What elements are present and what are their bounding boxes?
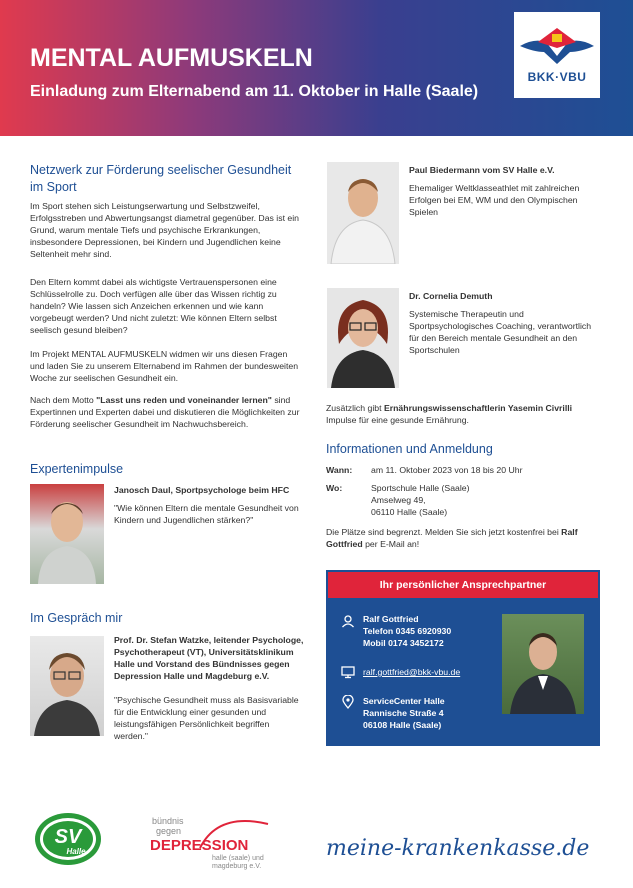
person-silhouette-icon bbox=[30, 636, 104, 736]
person-silhouette-icon bbox=[30, 484, 104, 584]
page-subtitle: Einladung zum Elternabend am 11. Oktober in Halle (Saale) bbox=[30, 83, 479, 100]
sv-logo-subtext: Halle bbox=[66, 847, 86, 856]
buendnis-logo-icon bbox=[148, 802, 288, 872]
where-line-1: Sportschule Halle (Saale) bbox=[371, 483, 470, 493]
website-link[interactable]: meine-krankenkasse.de bbox=[326, 836, 590, 861]
intro-heading-line1: Netzwerk zur Förderung seelischer Gesundheit bbox=[30, 163, 292, 177]
intro-paragraph-2: Den Eltern kommt dabei als wichtigste Vertrauenspersonen eine Schlüsselrolle zu. Doch verfügen alle über das Wissen richtig zu handeln? Wie lassen sich Anzeichen erkennen und wie kann vorgebeugt werden? Und nicht zuletzt: Wie können Eltern selbst seelisch gesund bleiben? bbox=[30, 277, 277, 335]
motto-pre: Nach dem Motto bbox=[30, 395, 97, 405]
talk-heading: Im Gespräch mir bbox=[30, 611, 123, 625]
stefan-watzke-quote: "Psychische Gesundheit muss als Basisvariable für die Entwicklung einer gesunden und leistungsfähigen Persönlichkeit begriffen werden." bbox=[114, 695, 299, 741]
buendnis-line-2: gegen bbox=[156, 826, 182, 836]
contact-email-link[interactable]: ralf.gottfried@bkk-vbu.de bbox=[363, 667, 461, 677]
janosch-daul-name: Janosch Daul, Sportpsychologe beim HFC bbox=[114, 485, 290, 495]
intro-paragraph-3: Im Projekt MENTAL AUFMUSKELN widmen wir uns diesen Fragen und laden Sie zu unserem Elternabend im Rahmen der bundesweiten Woche zur seelischen Gesundheit ein. bbox=[30, 349, 299, 383]
where-label: Wo: bbox=[326, 483, 343, 493]
stefan-watzke-photo bbox=[30, 636, 104, 736]
registration-note bbox=[326, 526, 600, 550]
when-label: Wann: bbox=[326, 465, 353, 475]
contact-phone: Telefon 0345 6920930 bbox=[363, 626, 452, 636]
paul-biedermann-photo bbox=[327, 162, 399, 264]
sv-halle-logo-icon bbox=[34, 812, 102, 866]
bkk-vbu-logo bbox=[514, 12, 600, 98]
buendnis-sub-1: halle (saale) und bbox=[212, 855, 264, 862]
contact-heading: Ihr persönlicher Ansprechpartner bbox=[328, 572, 598, 598]
experts-heading: Expertenimpulse bbox=[30, 462, 124, 476]
intro-paragraph-4 bbox=[30, 394, 300, 430]
paul-biedermann-name: Paul Biedermann vom SV Halle e.V. bbox=[409, 165, 555, 175]
janosch-daul-photo bbox=[30, 484, 104, 584]
ralf-gottfried-photo bbox=[502, 614, 584, 714]
extra-pre: Zusätzlich gibt bbox=[326, 403, 384, 413]
location-pin-icon bbox=[341, 695, 355, 709]
header-banner bbox=[0, 0, 633, 136]
buendnis-gegen-depression-logo bbox=[148, 802, 288, 872]
person-silhouette-icon bbox=[327, 162, 399, 264]
buendnis-main: DEPRESSION bbox=[150, 837, 249, 854]
extra-info bbox=[326, 402, 596, 426]
cornelia-demuth-desc: Systemische Therapeutin und Sportpsychologisches Coaching, verantwortlich für den Bereich mentale Gesundheit an den Sportschulen bbox=[409, 309, 592, 355]
contact-address-3: 06108 Halle (Saale) bbox=[363, 720, 442, 730]
note-post: per E-Mail an! bbox=[362, 539, 420, 549]
contact-address-2: Rannische Straße 4 bbox=[363, 708, 444, 718]
intro-heading-line2: im Sport bbox=[30, 180, 77, 194]
where-line-3: 06110 Halle (Saale) bbox=[371, 507, 448, 517]
contact-address-1: ServiceCenter Halle bbox=[363, 696, 445, 706]
contact-mobile: Mobil 0174 3452172 bbox=[363, 638, 444, 648]
note-bold: Ralf Gottfried bbox=[326, 527, 578, 549]
cornelia-demuth-name: Dr. Cornelia Demuth bbox=[409, 291, 493, 301]
logo-text: BKK·VBU bbox=[527, 70, 587, 84]
person-headset-icon bbox=[341, 614, 355, 628]
sv-halle-logo bbox=[34, 812, 102, 866]
note-pre: Die Plätze sind begrenzt. Melden Sie sich jetzt kostenfrei bei bbox=[326, 527, 562, 537]
buendnis-line-1: bündnis bbox=[152, 816, 184, 826]
extra-post: Impulse für eine gesunde Ernährung. bbox=[326, 415, 469, 425]
paul-biedermann-desc: Ehemaliger Weltklasseathlet mit zahlreichen Erfolgen bei EM, WM und den Olympischen Spielen bbox=[409, 183, 580, 217]
info-heading: Informationen und Anmeldung bbox=[326, 442, 493, 456]
extra-bold: Ernährungswissenschaftlerin Yasemin Civrilli bbox=[383, 403, 573, 413]
sv-logo-text: SV bbox=[54, 826, 82, 848]
intro-heading bbox=[30, 162, 310, 196]
when-value: am 11. Oktober 2023 von 18 bis 20 Uhr bbox=[371, 465, 523, 475]
cornelia-demuth-photo bbox=[327, 288, 399, 388]
contact-box bbox=[326, 570, 600, 746]
contact-name: Ralf Gottfried bbox=[363, 614, 419, 624]
where-line-2: Amselweg 49, bbox=[371, 495, 426, 505]
page-title: MENTAL AUFMUSKELN bbox=[30, 44, 313, 72]
stefan-watzke-name: Prof. Dr. Stefan Watzke, leitender Psychologe, Psychotherapeut (VT), Universitätsklinikum Halle und Vorstand des Bündnisses gegen Depression Halle und Magdeburg e.V. bbox=[114, 635, 304, 681]
janosch-daul-quote: "Wie können Eltern die mentale Gesundheit von Kindern und Jugendlichen stärken?" bbox=[114, 503, 299, 525]
intro-paragraph-1: Im Sport stehen sich Leistungserwartung und Selbstzweifel, Erfolgsstreben und Abwertungsangst diametral gegenüber. Das ist ein Grund, warum mentale Tiefs und psychische Erkrankungen, insbesondere Depressionen, bei Kindern und Jugendlichen keine Seltenheit mehr sind. bbox=[30, 201, 299, 259]
person-silhouette-icon bbox=[327, 288, 399, 388]
motto-text: "Lasst uns reden und voneinander lernen" bbox=[96, 395, 272, 405]
person-silhouette-icon bbox=[502, 614, 584, 714]
monitor-icon bbox=[341, 665, 355, 679]
bkk-logo-icon bbox=[514, 12, 600, 72]
buendnis-sub-2: magdeburg e.V. bbox=[212, 863, 262, 870]
motto-post: sind Expertinnen und Experten dabei und diskutieren die Möglichkeiten zur Förderung seelischer Gesundheit im Nachwuchsbereich. bbox=[30, 395, 300, 429]
